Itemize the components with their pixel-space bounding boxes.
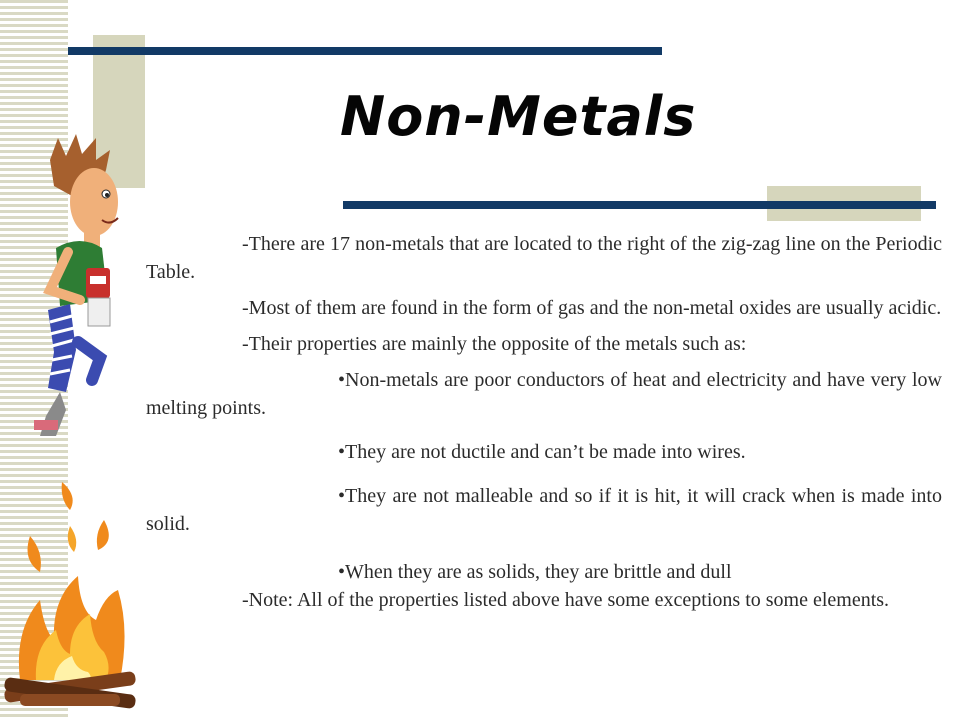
paragraph-nonmetal-count: -There are 17 non-metals that are located to the right of the zig-zag line on the Periodic Table.	[146, 233, 942, 283]
note-text: -Note: All of the properties listed above have some exceptions to some elements.	[242, 589, 890, 611]
bullet-poor-conductors: •Non-metals are poor conductors of heat and electricity and have very low melting points.	[146, 369, 942, 419]
slide-body	[146, 230, 942, 614]
campfire-icon	[0, 480, 140, 715]
decorative-navy-line-bottom	[343, 201, 936, 209]
bullet-not-malleable: •They are not malleable and so if it is hit, it will crack when is made into solid.	[146, 485, 942, 535]
slide-title: Non-Metals	[340, 85, 697, 148]
paragraph-properties-intro: -Their properties are mainly the opposite of the metals such as:	[242, 333, 747, 355]
paragraph-note	[146, 586, 942, 614]
decorative-navy-line-top	[68, 47, 662, 55]
bullet-brittle-dull: •When they are as solids, they are brittle and dull	[338, 561, 732, 583]
running-person-icon	[20, 130, 140, 440]
paragraph-gas-oxides: -Most of them are found in the form of gas and the non-metal oxides are usually acidic.	[242, 297, 942, 319]
bullet-not-ductile: •They are not ductile and can’t be made into wires.	[338, 441, 746, 463]
